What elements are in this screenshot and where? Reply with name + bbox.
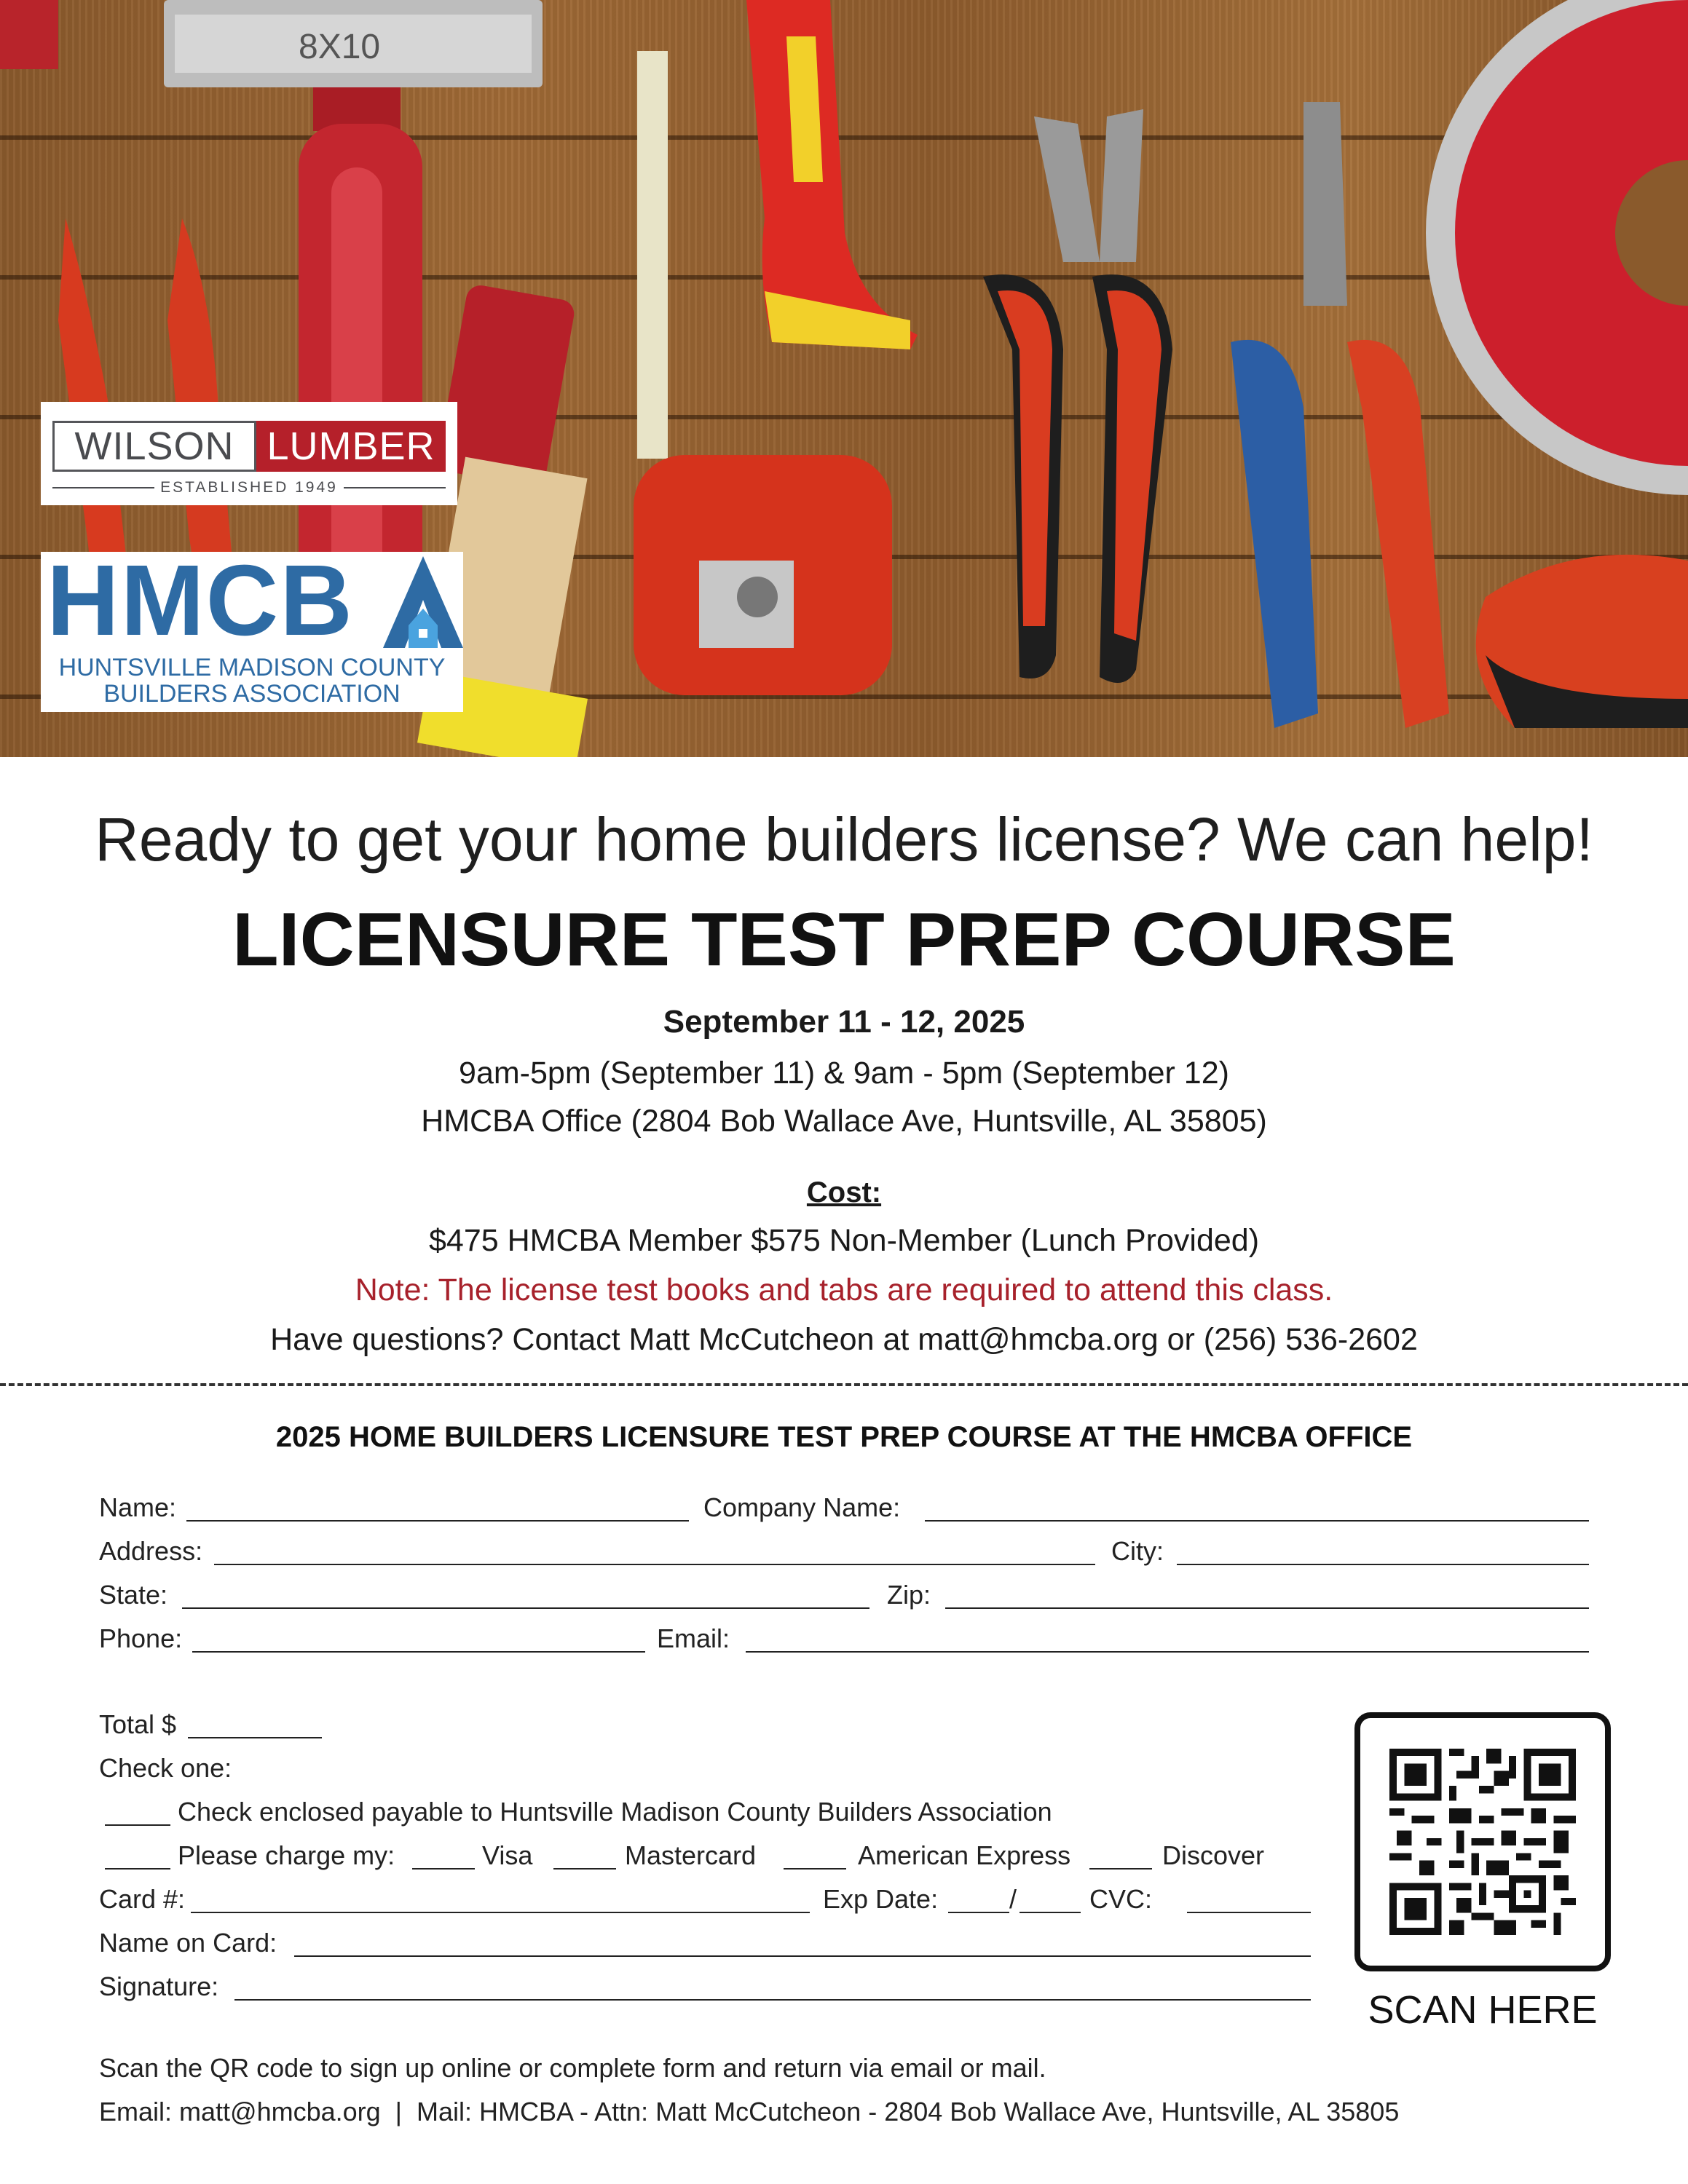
visa-label: Visa	[482, 1840, 533, 1870]
form-row-signature	[99, 1967, 1311, 2006]
hmcba-logo-line2: BUILDERS ASSOCIATION	[103, 680, 401, 708]
hmcba-logo-line1: HUNTSVILLE MADISON COUNTY	[58, 654, 446, 681]
contact-info: Have questions? Contact Matt McCutcheon at matt@hmcba.org or (256) 536-2602	[270, 1322, 1418, 1357]
form-row-name	[99, 1488, 1589, 1527]
form-row-total	[99, 1705, 536, 1744]
discover-label: Discover	[1162, 1840, 1265, 1870]
tagline: Ready to get your home builders license? We can help!	[95, 805, 1593, 874]
exp-separator: /	[1009, 1884, 1017, 1914]
mastercard-label: Mastercard	[625, 1840, 757, 1870]
cvc-label: CVC:	[1089, 1884, 1153, 1914]
exp-year-field[interactable]	[1019, 1912, 1081, 1913]
exp-month-field[interactable]	[948, 1912, 1009, 1913]
name-on-card-label: Name on Card:	[99, 1928, 277, 1958]
phone-label: Phone:	[99, 1623, 183, 1653]
form-row-name-on-card	[99, 1923, 1311, 1963]
name-label: Name:	[99, 1492, 177, 1522]
zip-label: Zip:	[887, 1580, 931, 1610]
check-enclosed-label: Check enclosed payable to Huntsville Madison County Builders Association	[178, 1797, 1052, 1827]
cost-text: $475 HMCBA Member $575 Non-Member (Lunch Provided)	[428, 1223, 1260, 1258]
total-label: Total $	[99, 1709, 177, 1739]
wilson-logo-established: ESTABLISHED 1949	[52, 478, 446, 498]
wilson-logo-right: LUMBER	[256, 421, 446, 472]
amex-blank[interactable]	[784, 1868, 846, 1870]
phone-field[interactable]	[192, 1651, 645, 1653]
check-enclosed-blank[interactable]	[105, 1824, 170, 1826]
company-label: Company Name:	[703, 1492, 901, 1522]
hmcba-logo-letters: HMCB	[47, 545, 354, 657]
state-field[interactable]	[182, 1607, 869, 1609]
mastercard-blank[interactable]	[553, 1868, 616, 1870]
name-field[interactable]	[186, 1520, 689, 1522]
city-label: City:	[1111, 1536, 1164, 1566]
form-row-charge	[99, 1836, 1352, 1875]
charge-label: Please charge my:	[178, 1840, 395, 1870]
name-on-card-field[interactable]	[294, 1955, 1311, 1957]
email-label: Email:	[657, 1623, 730, 1653]
form-row-state	[99, 1575, 1589, 1615]
page-title: LICENSURE TEST PREP COURSE	[232, 898, 1456, 982]
charge-blank[interactable]	[105, 1868, 170, 1870]
requirement-note: Note: The license test books and tabs are required to attend this class.	[355, 1273, 1333, 1307]
form-row-phone	[99, 1619, 1589, 1658]
signature-field[interactable]	[234, 1999, 1311, 2001]
event-times: 9am-5pm (September 11) & 9am - 5pm (September 12)	[459, 1056, 1229, 1091]
address-label: Address:	[99, 1536, 203, 1566]
wilson-lumber-logo	[41, 402, 457, 505]
qr-code[interactable]	[1354, 1712, 1611, 1971]
event-dates: September 11 - 12, 2025	[663, 1004, 1025, 1040]
card-label: Card #:	[99, 1884, 186, 1914]
form-row-check-one	[99, 1749, 536, 1788]
signature-label: Signature:	[99, 1971, 219, 2001]
footer-instructions: Scan the QR code to sign up online or complete form and return via email or mail.	[99, 2053, 1046, 2083]
address-field[interactable]	[214, 1564, 1095, 1565]
qr-caption: SCAN HERE	[1368, 1988, 1598, 2032]
state-label: State:	[99, 1580, 168, 1610]
zip-field[interactable]	[945, 1607, 1589, 1609]
visa-blank[interactable]	[412, 1868, 475, 1870]
level-stamp: 8X10	[299, 28, 381, 66]
total-field[interactable]	[188, 1737, 322, 1738]
city-field[interactable]	[1177, 1564, 1589, 1565]
cut-line-divider	[0, 1383, 1688, 1386]
hmcba-logo	[41, 545, 463, 712]
cvc-field[interactable]	[1187, 1912, 1311, 1913]
exp-label: Exp Date:	[823, 1884, 939, 1914]
hero-image	[0, 0, 1688, 757]
form-row-check-enclosed	[99, 1792, 1264, 1832]
event-location: HMCBA Office (2804 Bob Wallace Ave, Huntsville, AL 35805)	[421, 1104, 1267, 1139]
discover-blank[interactable]	[1089, 1868, 1152, 1870]
email-field[interactable]	[746, 1651, 1589, 1653]
cost-label: Cost:	[806, 1176, 882, 1208]
wilson-logo-left: WILSON	[52, 421, 256, 472]
check-one-label: Check one:	[99, 1753, 232, 1783]
house-a-icon	[383, 556, 463, 648]
qr-pattern	[1389, 1747, 1576, 1936]
company-field[interactable]	[925, 1520, 1589, 1522]
footer-contact: Email: matt@hmcba.org | Mail: HMCBA - Attn: Matt McCutcheon - 2804 Bob Wallace Ave, Huntsville, AL 35805	[99, 2097, 1400, 2126]
form-title: 2025 HOME BUILDERS LICENSURE TEST PREP COURSE AT THE HMCBA OFFICE	[275, 1421, 1413, 1453]
form-row-card	[99, 1880, 1311, 1919]
card-number-field[interactable]	[191, 1912, 810, 1913]
form-row-address	[99, 1532, 1589, 1571]
amex-label: American Express	[858, 1840, 1071, 1870]
